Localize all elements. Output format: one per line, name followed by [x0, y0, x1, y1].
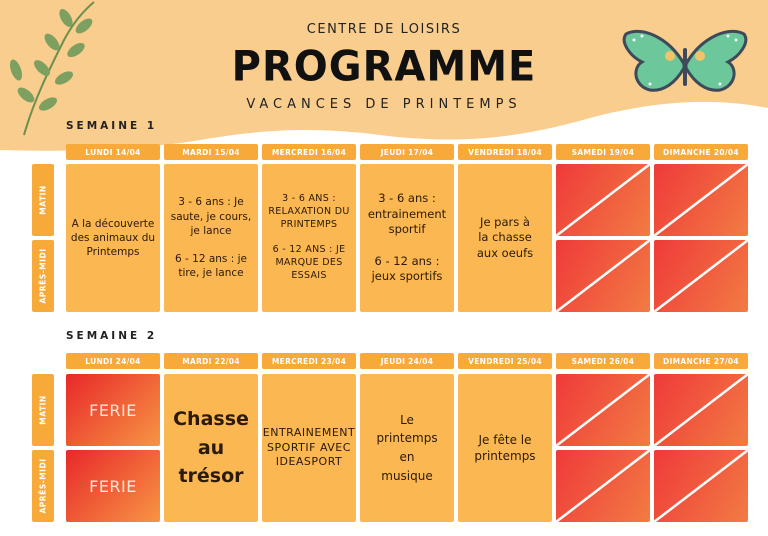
activity-text: 3 - 6 ANS : RELAXATION DU PRINTEMPS 6 - 12 ANS : JE MARQUE DES ESSAIS: [268, 193, 350, 282]
row-label-text: MATIN: [38, 395, 48, 425]
closed-cell: [556, 164, 650, 236]
week-2-label: SEMAINE 2: [66, 330, 158, 342]
butterfly-icon: [620, 26, 750, 106]
activity-text: 3 - 6 ans : Je saute, je cours, je lance 6 - 12 ans : je tire, je lance: [170, 196, 252, 280]
row-label-matin: [32, 374, 54, 446]
holiday-cell: FERIE: [66, 374, 160, 446]
day-header: DIMANCHE 20/04: [654, 144, 748, 160]
row-label-apres-midi: [32, 240, 54, 312]
day-header: VENDREDI 18/04: [458, 144, 552, 160]
activity-text: Je pars à la chasse aux oeufs: [476, 214, 534, 260]
activity-text: Le printemps en musique: [376, 412, 438, 483]
closed-cell: [556, 450, 650, 522]
day-header: LUNDI 14/04: [66, 144, 160, 160]
activity-text: 3 - 6 ans : entrainement sportif 6 - 12 ans : jeux sportifs: [367, 191, 447, 284]
closed-cell: [556, 374, 650, 446]
week-1-label: SEMAINE 1: [66, 120, 158, 132]
activity-cell: [360, 164, 454, 312]
closed-cell: [654, 374, 748, 446]
activity-cell: [458, 374, 552, 522]
activity-cell: [164, 374, 258, 522]
closed-cell: [654, 240, 748, 312]
page-title: PROGRAMME: [231, 42, 537, 92]
closed-cell: [654, 450, 748, 522]
day-header: LUNDI 24/04: [66, 353, 160, 369]
activity-text: Chasse au trésor: [173, 408, 249, 488]
day-header: MERCREDI 16/04: [262, 144, 356, 160]
activity-cell: [360, 374, 454, 522]
day-header: SAMEDI 19/04: [556, 144, 650, 160]
activity-text: Je fête le printemps: [474, 432, 536, 463]
day-header: MARDI 15/04: [164, 144, 258, 160]
row-label-text: MATIN: [38, 185, 48, 215]
activity-cell: [458, 164, 552, 312]
holiday-cell: FERIE: [66, 450, 160, 522]
closed-cell: [556, 240, 650, 312]
day-header: JEUDI 24/04: [360, 353, 454, 369]
row-label-text: APRÈS-MIDI: [38, 248, 48, 304]
centre-subtitle: CENTRE DE LOISIRS: [306, 22, 462, 37]
activity-cell: [66, 164, 160, 312]
day-header: JEUDI 17/04: [360, 144, 454, 160]
activity-cell: [262, 164, 356, 312]
day-header: MARDI 22/04: [164, 353, 258, 369]
page-tagline: VACANCES DE PRINTEMPS: [246, 97, 522, 112]
day-header: MERCREDI 23/04: [262, 353, 356, 369]
closed-cell: [654, 164, 748, 236]
day-header: DIMANCHE 27/04: [654, 353, 748, 369]
day-header: VENDREDI 25/04: [458, 353, 552, 369]
activity-text: ENTRAINEMENT SPORTIF AVEC IDEASPORT: [262, 425, 356, 469]
activity-cell: [262, 374, 356, 522]
activity-text: A la découverte des animaux du Printemps: [70, 217, 156, 259]
row-label-text: APRÈS-MIDI: [38, 458, 48, 514]
activity-cell: [164, 164, 258, 312]
row-label-matin: [32, 164, 54, 236]
row-label-apres-midi: [32, 450, 54, 522]
day-header: SAMEDI 26/04: [556, 353, 650, 369]
leaf-branch-icon: [4, 0, 114, 140]
